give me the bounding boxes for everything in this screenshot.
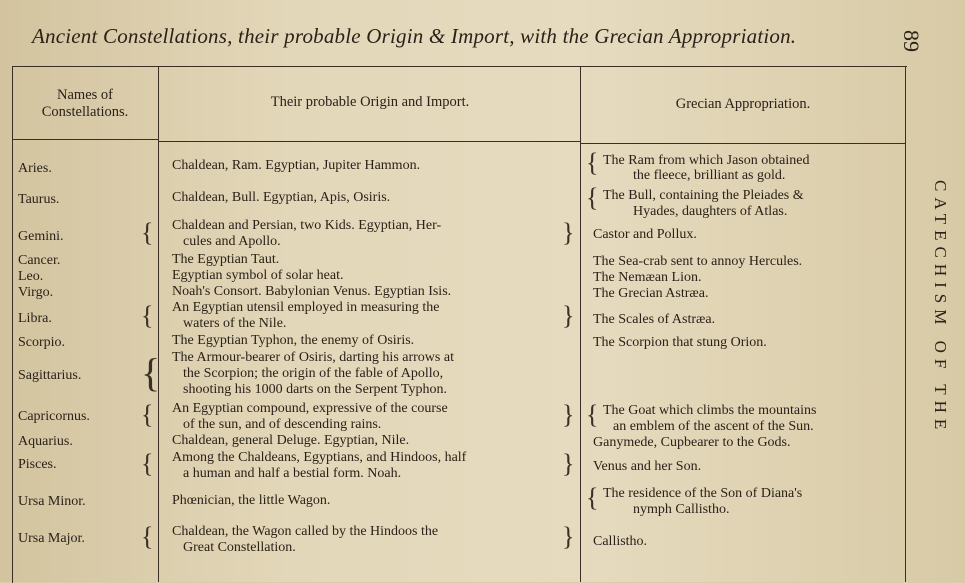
constellation-name: Capricornus. [18,409,90,424]
origin-text: waters of the Nile. [183,316,287,331]
grecian-text: The Sea-crab sent to annoy Hercules. [593,254,803,269]
origin-text: Great Constellation. [183,540,296,555]
origin-text: Chaldean and Persian, two Kids. Egyptian, Her- [172,218,442,233]
brace-glyph: { [141,218,154,247]
origin-text: The Armour-bearer of Osiris, darting his arrows at [172,350,454,365]
origin-text: cules and Apollo. [183,234,281,249]
header-rule [580,143,905,144]
constellation-name: Aquarius. [18,434,73,449]
constellation-name: Leo. [18,269,44,284]
grecian-text: The Nemæan Lion. [593,270,702,285]
grecian-text: The Scales of Astræa. [593,312,716,327]
grecian-text: The Scorpion that stung Orion. [593,335,767,350]
brace-glyph: } [562,522,575,551]
brace-glyph: { [141,449,154,478]
constellation-name: Sagittarius. [18,368,82,383]
origin-text: Phœnician, the little Wagon. [172,493,331,508]
origin-text: The Egyptian Typhon, the enemy of Osiris. [172,333,415,348]
grecian-text: The Ram from which Jason obtained [603,153,810,168]
grecian-text: the fleece, brilliant as gold. [633,168,786,183]
constellation-name: Virgo. [18,285,54,300]
origin-text: the Scorpion; the origin of the fable of Apollo, [183,366,444,381]
brace-glyph: } [562,449,575,478]
column-header-origin: Their probable Origin and Import. [270,94,470,110]
constellation-name: Pisces. [18,457,57,472]
column-header-grecian: Grecian Appropriation. [675,96,811,112]
origin-text: Among the Chaldeans, Egyptians, and Hindoos, half [172,450,467,465]
constellation-name: Gemini. [18,229,64,244]
column-divider [905,66,906,582]
origin-text: Noah's Consort. Babylonian Venus. Egyptian Isis. [172,284,452,299]
grecian-text: The residence of the Son of Diana's [603,486,803,501]
origin-text: Chaldean, the Wagon called by the Hindoos the [172,524,439,539]
origin-text: An Egyptian utensil employed in measuring the [172,300,440,315]
grecian-text: Callistho. [593,534,648,549]
grecian-text: The Bull, containing the Pleiades & [603,188,804,203]
page-number: 89 [899,30,924,52]
grecian-text: The Goat which climbs the mountains [603,403,817,418]
header-rule [12,139,158,140]
page-title: Ancient Constellations, their probable Origin & Import, with the Grecian Appropriation. [32,24,797,48]
origin-text: Egyptian symbol of solar heat. [172,268,344,283]
origin-text: Chaldean, general Deluge. Egyptian, Nile. [172,433,410,448]
brace-glyph: { [141,400,154,429]
constellation-name: Ursa Minor. [18,494,86,509]
constellation-name: Cancer. [18,253,61,268]
origin-text: The Egyptian Taut. [172,252,280,267]
constellation-name: Aries. [18,161,52,176]
constellation-name: Taurus. [18,192,60,207]
grecian-text: Ganymede, Cupbearer to the Gods. [593,435,791,450]
origin-text: shooting his 1000 darts on the Serpent Typhon. [183,382,447,397]
running-title: CATECHISM OF THE [931,180,950,436]
origin-text: Chaldean, Ram. Egyptian, Jupiter Hammon. [172,158,421,173]
origin-text: Chaldean, Bull. Egyptian, Apis, Osiris. [172,190,391,205]
grecian-text: nymph Callistho. [633,502,730,517]
brace-glyph: { [141,350,161,395]
constellation-name: Scorpio. [18,335,66,350]
brace-glyph: } [562,400,575,429]
column-header-names: Names of Constellations. [41,87,129,120]
origin-text: An Egyptian compound, expressive of the course [172,401,448,416]
brace-glyph: { [586,183,599,212]
constellation-name: Ursa Major. [18,531,85,546]
origin-text: a human and half a bestial form. Noah. [183,466,402,481]
header-rule [158,141,580,142]
brace-glyph: { [586,400,599,429]
brace-glyph: { [141,522,154,551]
grecian-text: Castor and Pollux. [593,227,697,242]
constellation-name: Libra. [18,311,52,326]
column-divider [158,66,159,582]
brace-glyph: { [141,301,154,330]
brace-glyph: } [562,218,575,247]
origin-text: of the sun, and of descending rains. [183,417,382,432]
brace-glyph: { [586,148,599,177]
grecian-text: The Grecian Astræa. [593,286,709,301]
brace-glyph: { [586,483,599,512]
grecian-text: Hyades, daughters of Atlas. [633,204,788,219]
grecian-text: an emblem of the ascent of the Sun. [613,419,814,434]
brace-glyph: } [562,301,575,330]
grecian-text: Venus and her Son. [593,459,702,474]
